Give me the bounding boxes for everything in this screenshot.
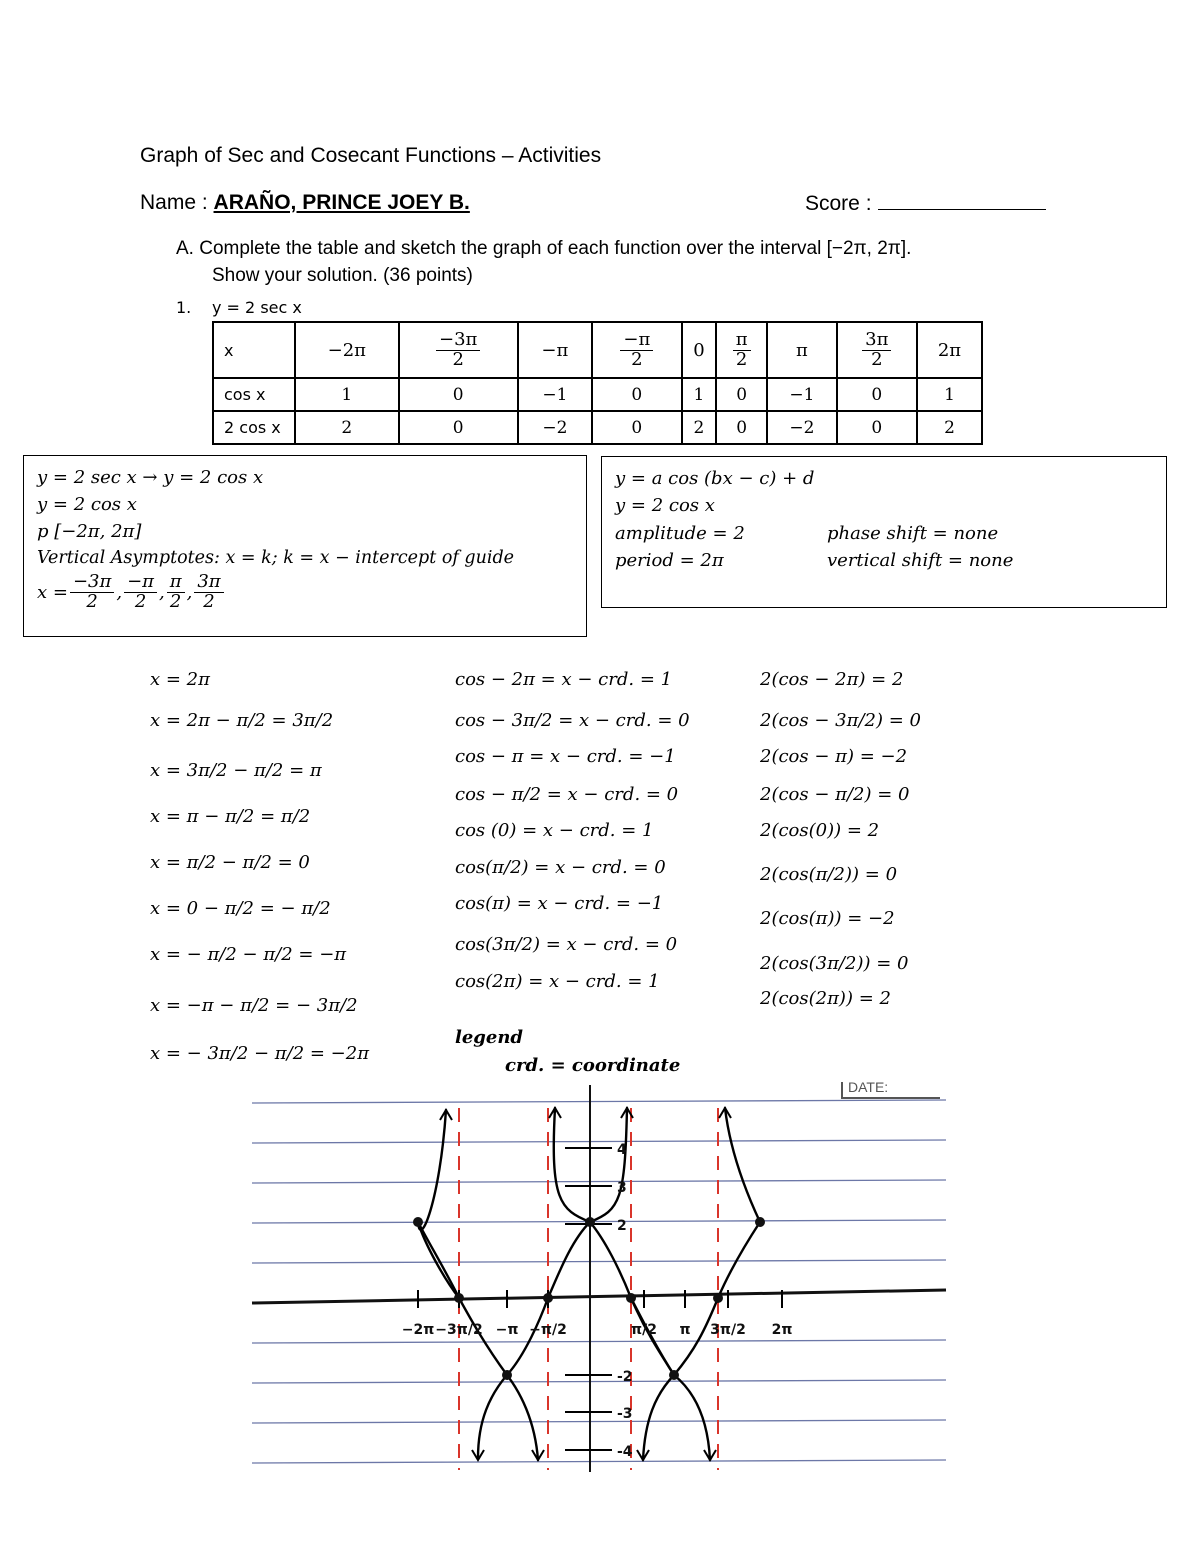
plotted-point (755, 1217, 765, 1227)
solution-step: 2(cos − π/2) = 0 (760, 784, 910, 805)
table-cell: −2 (767, 411, 836, 444)
plotted-point (585, 1217, 595, 1227)
plotted-point (502, 1370, 512, 1380)
solution-step: cos(π/2) = x − crd. = 0 (455, 857, 666, 878)
table-cell: 0 (399, 378, 518, 411)
left-box-line-3: p [−2π, 2π] (37, 521, 142, 542)
score-label: Score : (805, 192, 872, 215)
sec-curve-branch (418, 1110, 507, 1458)
solution-step: x = π/2 − π/2 = 0 (150, 852, 310, 873)
sec-curve-branch (418, 1222, 459, 1298)
y-tick-label: -4 (617, 1444, 633, 1460)
solution-step: 2(cos − 2π) = 2 (760, 669, 904, 690)
instruction-line-2: Show your solution. (36 points) (212, 265, 473, 286)
left-box-line-1: y = 2 sec x → y = 2 cos x (37, 467, 264, 488)
ruled-line (252, 1140, 946, 1143)
solution-step: cos(π) = x − crd. = −1 (455, 893, 664, 914)
x-tick-label: −2π (401, 1322, 435, 1338)
ruled-lines (252, 1100, 946, 1463)
solution-step: cos − 2π = x − crd. = 1 (455, 669, 673, 690)
row-label-2cos: 2 cos x (213, 411, 295, 444)
table-cell: 0 (837, 411, 917, 444)
table-cell: −π (518, 322, 592, 378)
table-cell: 1 (682, 378, 717, 411)
asymptote-frac: $\frac{-\pi}{2}$ (124, 573, 157, 612)
plotted-point (626, 1293, 636, 1303)
table-cell: 1 (917, 378, 982, 411)
table-cell: −2π (295, 322, 399, 378)
solution-step: cos(3π/2) = x − crd. = 0 (455, 934, 678, 955)
x-tick-label: −π (495, 1322, 519, 1338)
name-label: Name : (140, 191, 208, 214)
table-cell: 0 (399, 411, 518, 444)
solution-step: 2(cos − π) = −2 (760, 746, 908, 767)
table-cell: $\frac{-3\pi}{2}$ (399, 322, 518, 378)
student-name: ARAÑO, PRINCE JOEY B. (213, 191, 470, 214)
row-label-cos: cos x (213, 378, 295, 411)
table-cell: −1 (518, 378, 592, 411)
legend-entry: crd. = coordinate (505, 1055, 681, 1076)
solution-step: x = −π − π/2 = − 3π/2 (150, 995, 358, 1016)
x-tick-label: 3π/2 (710, 1322, 746, 1338)
solution-step: cos − π/2 = x − crd. = 0 (455, 784, 679, 805)
row-label-x: x (213, 322, 295, 378)
worksheet-title: Graph of Sec and Cosecant Functions – Activities (140, 144, 602, 167)
period: period = 2π (615, 550, 724, 571)
asymptote-frac: $\frac{3\pi}{2}$ (194, 573, 223, 612)
table-cell: 0 (716, 378, 767, 411)
table-cell: 2 (682, 411, 717, 444)
table-cell: 2π (917, 322, 982, 378)
y-tick-label: 2 (617, 1218, 627, 1234)
y-tick-marks (565, 1142, 633, 1460)
plotted-point (713, 1293, 723, 1303)
table-cell: $\frac{\pi}{2}$ (716, 322, 767, 378)
legend-title: legend (455, 1027, 524, 1048)
solution-step: x = − 3π/2 − π/2 = −2π (150, 1043, 370, 1064)
asymptote-prefix: x = (37, 581, 68, 603)
date-stamp-text: DATE: (848, 1079, 889, 1095)
x-tick-label: −3π/2 (435, 1322, 483, 1338)
ruled-line (252, 1260, 946, 1263)
plotted-point (454, 1293, 464, 1303)
table-cell: 0 (837, 378, 917, 411)
table-cell: $\frac{-\pi}{2}$ (592, 322, 682, 378)
y-tick-label: -3 (617, 1406, 633, 1422)
x-tick-label: 2π (771, 1322, 793, 1338)
problem-number: 1. (176, 298, 192, 317)
solution-step: 2(cos(2π)) = 2 (760, 988, 891, 1009)
table-cell: 0 (592, 378, 682, 411)
x-axis (252, 1290, 946, 1303)
solution-step: x = 3π/2 − π/2 = π (150, 760, 322, 781)
vertical-shift: vertical shift = none (827, 550, 1014, 571)
table-cell: 0 (716, 411, 767, 444)
table-cell: 0 (592, 411, 682, 444)
solution-step: x = π − π/2 = π/2 (150, 806, 311, 827)
ruled-line (252, 1460, 946, 1463)
x-tick-label: −π/2 (529, 1322, 567, 1338)
date-stamp (842, 1079, 940, 1098)
solution-step: 2(cos(π)) = −2 (760, 908, 895, 929)
table-cell: 1 (295, 378, 399, 411)
ruled-line (252, 1420, 946, 1423)
solution-step: 2(cos − 3π/2) = 0 (760, 710, 921, 731)
y-tick-label: 4 (617, 1142, 627, 1158)
table-cell: π (767, 322, 836, 378)
sec-curve-branch (674, 1375, 710, 1460)
problem-function: y = 2 sec x (212, 298, 302, 317)
solution-step: cos (0) = x − crd. = 1 (455, 820, 654, 841)
plotted-point (413, 1217, 423, 1227)
amplitude: amplitude = 2 (615, 523, 745, 544)
solution-step: x = 2π − π/2 = 3π/2 (150, 710, 334, 731)
table-cell: 2 (295, 411, 399, 444)
x-tick-label: π (679, 1322, 691, 1338)
solution-step: cos − π = x − crd. = −1 (455, 746, 676, 767)
y-tick-label: 3 (617, 1180, 627, 1196)
right-box-line-2: y = 2 cos x (615, 495, 715, 516)
table-cell: 0 (682, 322, 717, 378)
x-tick-label: π/2 (631, 1322, 657, 1338)
right-box-line-1: y = a cos (bx − c) + d (615, 468, 815, 489)
solution-step: x = − π/2 − π/2 = −π (150, 944, 347, 965)
ruled-line (252, 1180, 946, 1183)
left-box-line-2: y = 2 cos x (37, 494, 137, 515)
solution-step: x = 0 − π/2 = − π/2 (150, 898, 331, 919)
table-cell: 2 (917, 411, 982, 444)
solution-step: cos − 3π/2 = x − crd. = 0 (455, 710, 690, 731)
asymptote-frac: $\frac{\pi}{2}$ (167, 573, 185, 612)
instruction-line-1: A. Complete the table and sketch the graph of each function over the interval [−2π, 2π]. (176, 238, 912, 259)
solution-step: x = 2π (150, 669, 210, 690)
solution-step: 2(cos(π/2)) = 0 (760, 864, 898, 885)
left-box-line-4: Vertical Asymptotes: x = k; k = x − intercept of guide (37, 548, 515, 568)
solution-step: 2(cos(3π/2)) = 0 (760, 953, 909, 974)
phase-shift: phase shift = none (827, 523, 999, 544)
ruled-line (252, 1220, 946, 1223)
solution-step: 2(cos(0)) = 2 (760, 820, 880, 841)
ruled-line (252, 1100, 946, 1103)
y-tick-label: -2 (617, 1369, 633, 1385)
ruled-line (252, 1340, 946, 1343)
asymptote-frac: $\frac{-3\pi}{2}$ (70, 573, 114, 612)
asymptote-values: x = $\frac{-3\pi}{2}$ , $\frac{-\pi}{2}$ , $\frac{\pi}{2}$ , $\frac{3\pi}{2}$ (37, 573, 224, 612)
ruled-line (252, 1380, 946, 1383)
plotted-point (669, 1370, 679, 1380)
asymptote-lines (459, 1108, 718, 1470)
table-cell: −2 (518, 411, 592, 444)
plotted-point (543, 1293, 553, 1303)
solution-step: cos(2π) = x − crd. = 1 (455, 971, 660, 992)
table-cell: −1 (767, 378, 836, 411)
table-cell: $\frac{3\pi}{2}$ (837, 322, 917, 378)
